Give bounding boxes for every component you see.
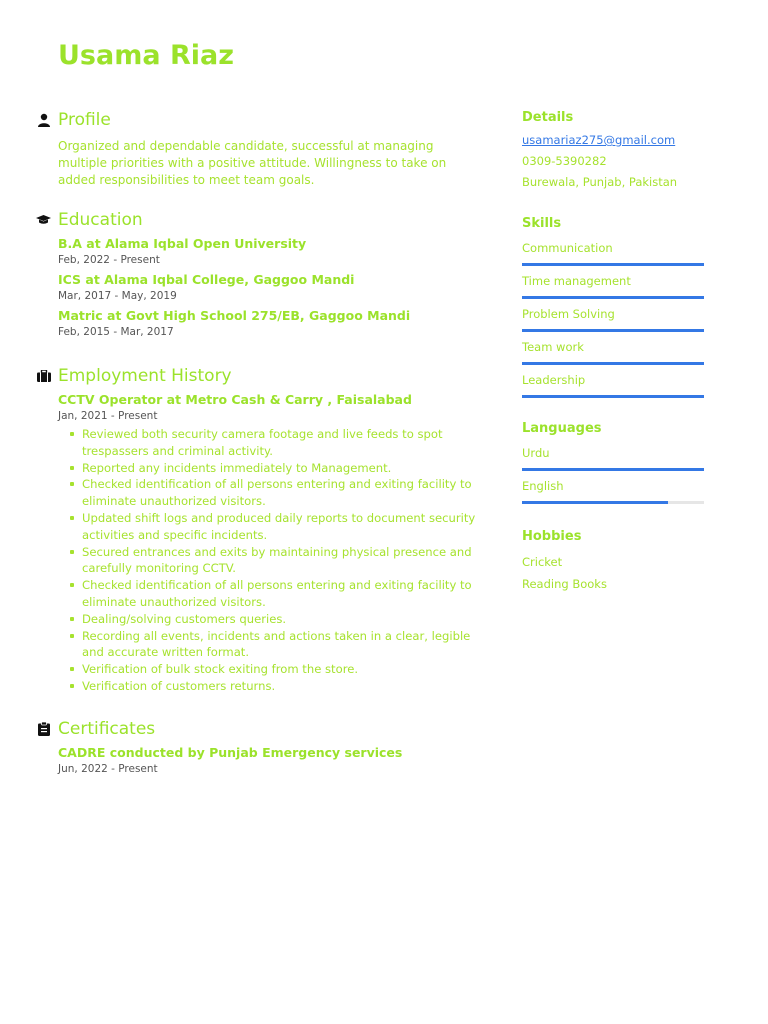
certificates-section: [36, 717, 481, 777]
skill-label: Problem Solving: [522, 307, 615, 321]
languages-section: [522, 419, 704, 527]
profile-heading: Profile: [58, 110, 111, 130]
skill-item: [522, 370, 704, 398]
skill-level-bar: [522, 362, 704, 365]
language-level-fill: [522, 468, 704, 471]
education-entry-title: B.A at Alama Iqbal Open University: [58, 236, 307, 251]
skill-level-fill: [522, 362, 704, 365]
skill-level-fill: [522, 395, 704, 398]
email-link[interactable]: usamariaz275@gmail.com: [522, 133, 676, 147]
right-column: [522, 108, 704, 595]
hobbies-heading: Hobbies: [522, 529, 582, 544]
profile-text: Organized and dependable candidate, successful at managing multiple priorities with a positive attitude. Willingness to take on added responsibilities to meet team goals.: [58, 139, 447, 187]
education-section: [36, 208, 481, 364]
details-heading: Details: [522, 110, 574, 125]
skills-list: [522, 238, 704, 398]
certificate-date: Jun, 2022 - Present: [58, 763, 158, 775]
hobby-item: Cricket: [522, 555, 563, 569]
skill-item: [522, 238, 704, 266]
duty-item: Reviewed both security camera footage and live feeds to spot trespassers and criminal activity.: [82, 426, 481, 460]
skills-section: [522, 214, 704, 419]
left-column: [36, 108, 481, 781]
skill-label: Time management: [522, 274, 631, 288]
education-list: [36, 236, 481, 340]
duty-item: Secured entrances and exits by maintaining physical presence and carefully monitoring CCTV.: [82, 544, 481, 578]
education-entry-date: Feb, 2015 - Mar, 2017: [58, 326, 174, 338]
briefcase-icon: [36, 369, 51, 384]
person-icon: [36, 113, 51, 128]
clipboard-icon: [36, 722, 51, 737]
duty-item: Updated shift logs and produced daily reports to document security activities and specific incidents.: [82, 510, 481, 544]
duty-item: Verification of bulk stock exiting from the store.: [82, 661, 481, 678]
skill-item: [522, 337, 704, 365]
hobby-item: Reading Books: [522, 577, 607, 591]
skill-level-bar: [522, 329, 704, 332]
language-item: [522, 476, 704, 504]
hobbies-list: [522, 551, 704, 595]
certificates-list: [36, 745, 481, 777]
duty-item: Reported any incidents immediately to Management.: [82, 460, 481, 477]
skill-level-fill: [522, 296, 704, 299]
skill-level-bar: [522, 296, 704, 299]
skill-item: [522, 304, 704, 332]
language-level-bar: [522, 501, 704, 504]
employment-section: [36, 364, 481, 717]
language-label: Urdu: [522, 446, 550, 460]
duty-item: Verification of customers returns.: [82, 678, 481, 695]
language-level-fill: [522, 501, 668, 504]
education-entry-title: Matric at Govt High School 275/EB, Gaggoo Mandi: [58, 308, 411, 323]
duty-item: Checked identification of all persons entering and exiting facility to eliminate unauthorized visitors.: [82, 577, 481, 611]
job-title: CCTV Operator at Metro Cash & Carry , Faisalabad: [58, 392, 412, 407]
skill-label: Communication: [522, 241, 613, 255]
language-item: [522, 443, 704, 471]
education-entry-date: Feb, 2022 - Present: [58, 254, 160, 266]
education-heading: Education: [58, 210, 143, 230]
skills-heading: Skills: [522, 216, 562, 231]
hobbies-section: [522, 527, 704, 595]
profile-section: [36, 108, 481, 208]
language-level-bar: [522, 468, 704, 471]
graduation-cap-icon: [36, 213, 51, 228]
skill-label: Leadership: [522, 373, 586, 387]
location-text: Burewala, Punjab, Pakistan: [522, 175, 678, 189]
languages-heading: Languages: [522, 421, 602, 436]
job-date: Jan, 2021 - Present: [58, 410, 158, 422]
languages-list: [522, 443, 704, 504]
resume-name: Usama Riaz: [58, 40, 234, 71]
certificates-heading: Certificates: [58, 719, 156, 739]
skill-level-fill: [522, 329, 704, 332]
skill-level-bar: [522, 395, 704, 398]
language-label: English: [522, 479, 564, 493]
education-entry-date: Mar, 2017 - May, 2019: [58, 290, 177, 302]
duty-item: Dealing/solving customers queries.: [82, 611, 481, 628]
education-entry-title: ICS at Alama Iqbal College, Gaggoo Mandi: [58, 272, 355, 287]
certificate-title: CADRE conducted by Punjab Emergency services: [58, 745, 403, 760]
details-section: [522, 108, 704, 214]
phone-number: 0309-5390282: [522, 154, 607, 168]
skill-label: Team work: [522, 340, 584, 354]
job-duties-list: [58, 426, 481, 695]
skill-level-bar: [522, 263, 704, 266]
skill-item: [522, 271, 704, 299]
duty-item: Recording all events, incidents and actions taken in a clear, legible and accurate written format.: [82, 628, 481, 662]
skill-level-fill: [522, 263, 704, 266]
duty-item: Checked identification of all persons entering and exiting facility to eliminate unauthorized visitors.: [82, 476, 481, 510]
employment-heading: Employment History: [58, 366, 232, 386]
